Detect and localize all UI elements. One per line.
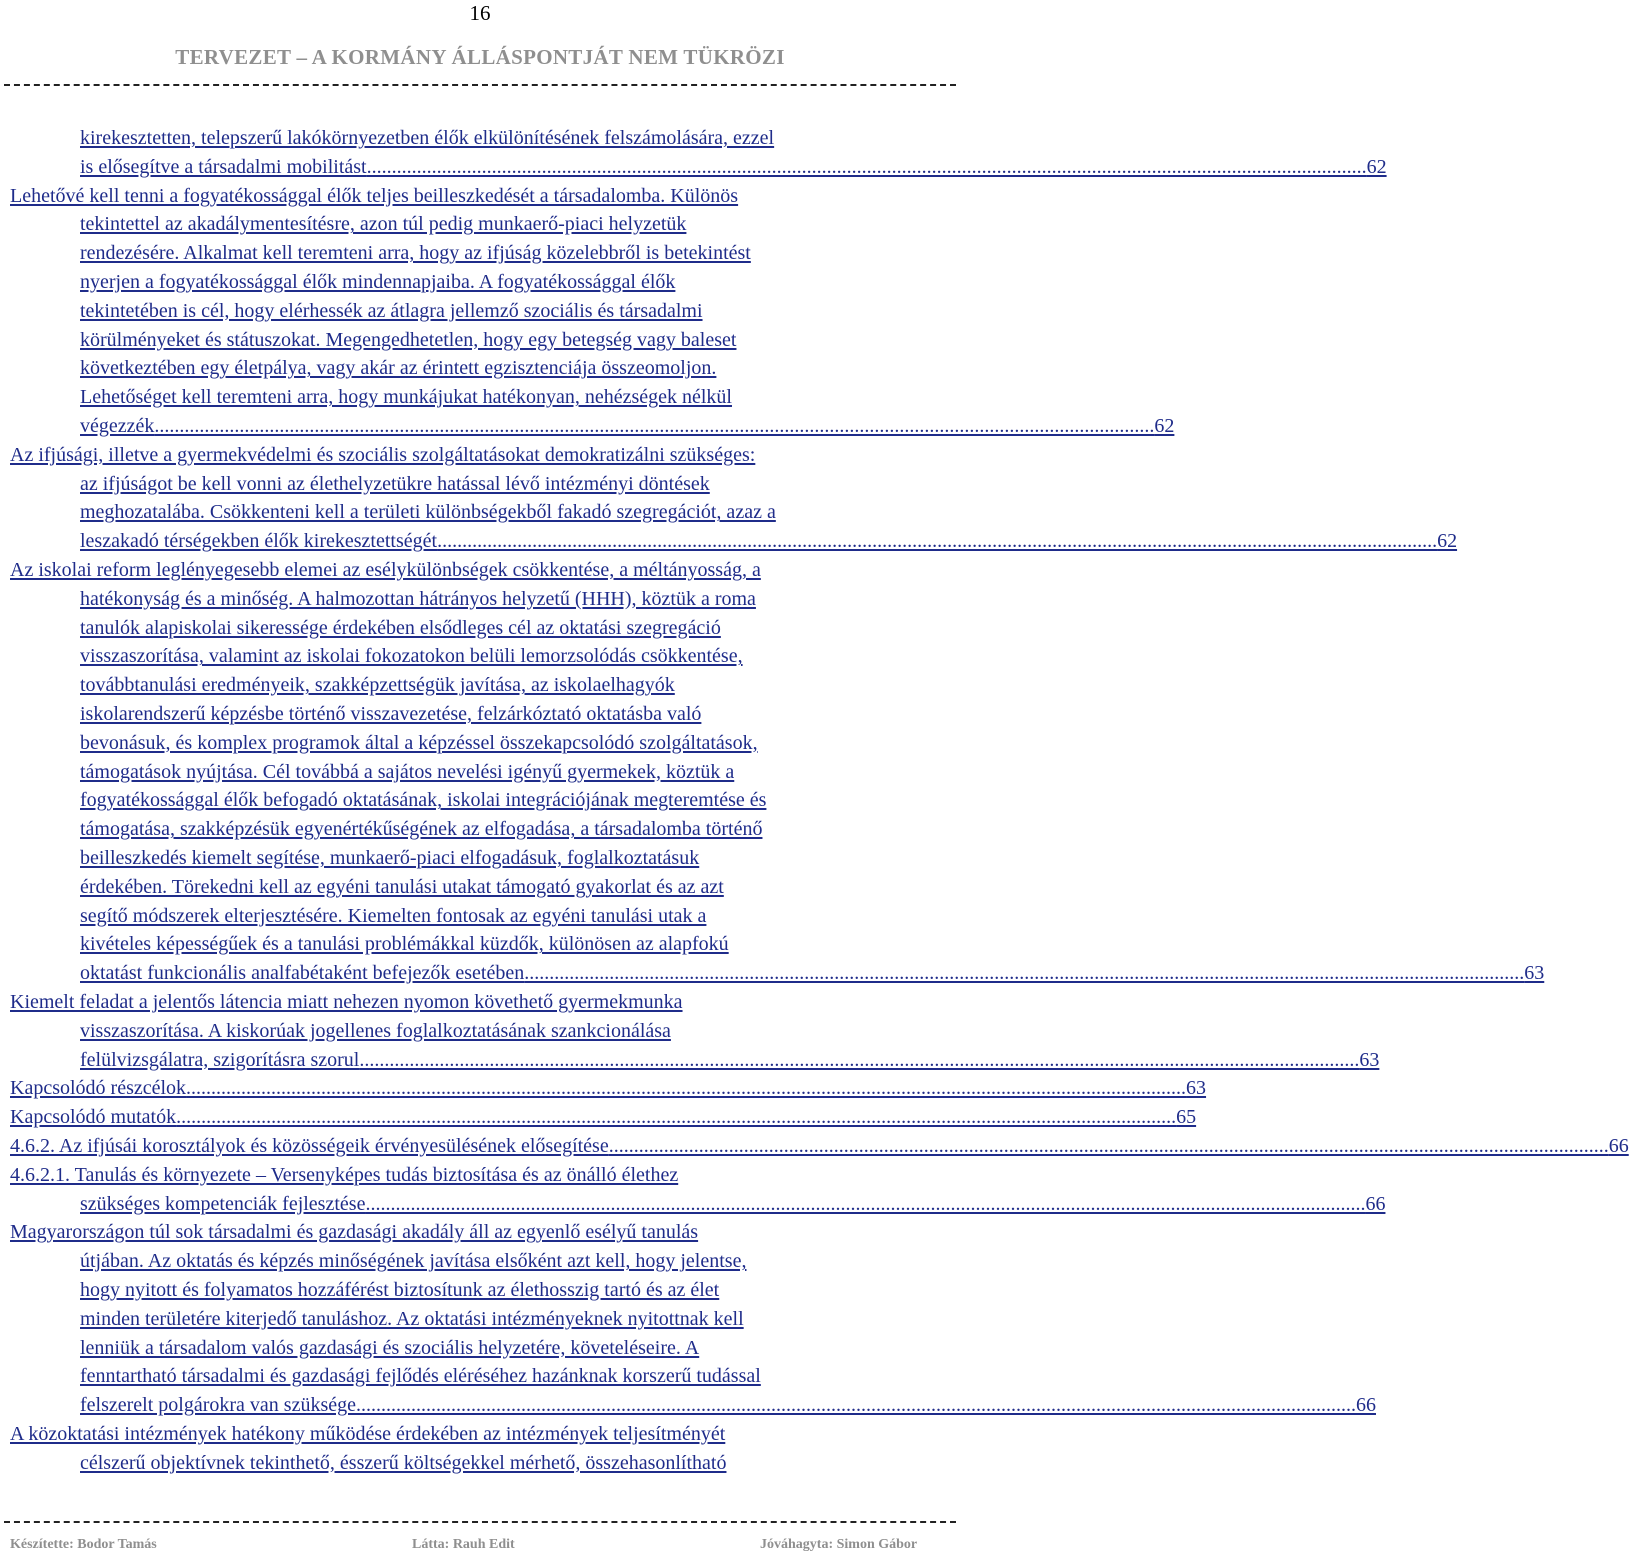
- toc-entry-text[interactable]: végezzék: [80, 415, 155, 437]
- toc-entry-text[interactable]: 4.6.2.1. Tanulás és környezete – Versenyképes tudás biztosítása és az önálló élethez: [10, 1163, 679, 1186]
- toc-line[interactable]: [0, 470, 960, 499]
- toc-entry-text[interactable]: Kapcsolódó mutatók: [10, 1106, 177, 1129]
- toc-line[interactable]: [0, 815, 960, 844]
- toc-line[interactable]: [0, 1218, 960, 1247]
- toc-entry-text[interactable]: oktatást funkcionális analfabétaként befejezők esetében: [80, 962, 525, 985]
- toc-line[interactable]: [0, 1449, 960, 1478]
- toc-line[interactable]: [0, 959, 1545, 988]
- toc-line[interactable]: [0, 729, 960, 758]
- toc-line[interactable]: [0, 844, 960, 873]
- toc-line[interactable]: [0, 556, 960, 585]
- page-number: 16: [469, 1, 491, 25]
- toc-entry-text[interactable]: Az iskolai reform leglényegesebb elemei az esélykülönbségek csökkentése, a méltányosság, a: [10, 559, 761, 581]
- toc-entry-text[interactable]: beilleszkedés kiemelt segítése, munkaerő-piaci elfogadásuk, foglalkoztatásuk: [80, 847, 700, 869]
- toc-entry-text[interactable]: tekintetében is cél, hogy elérhessék az átlagra jellemző szociális és társadalmi: [80, 299, 703, 322]
- toc-leader-dots: ........................................................................................................................................................................................................: [186, 1077, 1187, 1100]
- footer: [0, 1533, 960, 1557]
- toc-line[interactable]: [0, 153, 1387, 182]
- toc-entry-text[interactable]: hatékonyság és a minőség. A halmozottan hátrányos helyzetű (HHH), köztük a roma: [80, 587, 756, 610]
- toc-entry-text[interactable]: nyerjen a fogyatékossággal élők mindennapjaiba. A fogyatékossággal élők: [80, 271, 676, 293]
- toc-entry-text[interactable]: Kapcsolódó részcélok: [10, 1077, 187, 1100]
- toc-entry-text[interactable]: lenniük a társadalom valós gazdasági és szociális helyzetére, követeléseire. A: [80, 1336, 700, 1359]
- toc-entry-text[interactable]: visszaszorítása, valamint az iskolai fokozatokon belüli lemorzsolódás csökkentése,: [80, 645, 743, 668]
- toc-entry-text[interactable]: érdekében. Törekedni kell az egyéni tanulási utakat támogató gyakorlat és az azt: [80, 875, 724, 898]
- header-rule: [4, 84, 956, 86]
- toc-leader-dots: ........................................................................................................................................................................................................: [154, 415, 1155, 437]
- toc-line[interactable]: [0, 1074, 1207, 1103]
- toc-leader-dots: ........................................................................................................................................................................................................: [365, 1192, 1366, 1215]
- toc-line[interactable]: [0, 1334, 960, 1363]
- footer-approver: Jóváhagyta: Simon Gábor: [760, 1537, 918, 1552]
- toc-entry-text[interactable]: célszerű objektívnek tekinthető, ésszerű költségekkel mérhető, összehasonlítható: [80, 1451, 727, 1474]
- toc-page-number[interactable]: 62: [1437, 530, 1458, 553]
- toc-entry-text[interactable]: tekintettel az akadálymentesítésre, azon túl pedig munkaerő-piaci helyzetük: [80, 213, 687, 236]
- toc-leader-dots: ........................................................................................................................................................................................................: [359, 1048, 1360, 1071]
- footer-rule: [4, 1521, 956, 1523]
- toc-line[interactable]: [0, 297, 960, 326]
- toc-line[interactable]: [0, 1161, 960, 1190]
- footer-author: Készítette: Bodor Tamás: [10, 1537, 157, 1552]
- toc-entry-text[interactable]: kivételes képességűek és a tanulási problémákkal küzdők, különösen az alapfokú: [80, 933, 729, 956]
- toc-entry-text[interactable]: meghozatalába. Csökkenteni kell a területi különbségekből fakadó szegregációt, azaz a: [80, 501, 776, 524]
- toc-page-number[interactable]: 62: [1154, 415, 1175, 437]
- toc-leader-dots: ........................................................................................................................................................................................................: [176, 1106, 1177, 1129]
- toc-line[interactable]: [0, 614, 960, 643]
- toc-entry-text[interactable]: felszerelt polgárokra van szüksége: [80, 1394, 356, 1417]
- toc-entry-text[interactable]: bevonásuk, és komplex programok által a képzéssel összekapcsolódó szolgáltatások,: [80, 731, 758, 754]
- toc-page-number[interactable]: 62: [1366, 155, 1387, 178]
- toc-page-number[interactable]: 63: [1359, 1048, 1380, 1071]
- toc-entry-text[interactable]: szükséges kompetenciák fejlesztése: [80, 1192, 366, 1215]
- toc-line[interactable]: [0, 498, 960, 527]
- toc-line[interactable]: [0, 786, 960, 815]
- toc-line[interactable]: [0, 1103, 1197, 1132]
- toc-entry-text[interactable]: felülvizsgálatra, szigorításra szorul: [80, 1048, 360, 1071]
- toc-leader-dots: ........................................................................................................................................................................................................: [608, 1135, 1609, 1157]
- toc-entry-text[interactable]: körülményeket és státuszokat. Megengedhetetlen, hogy egy betegség vagy baleset: [80, 328, 737, 351]
- toc-line[interactable]: [0, 642, 960, 671]
- toc-line[interactable]: [0, 1190, 1386, 1219]
- toc-line[interactable]: [0, 873, 960, 902]
- toc-line[interactable]: [0, 1132, 1629, 1161]
- toc-line[interactable]: [0, 441, 960, 470]
- header-title: TERVEZET – A KORMÁNY ÁLLÁSPONTJÁT NEM TÜKRÖZI: [175, 45, 785, 69]
- toc-leader-dots: ........................................................................................................................................................................................................: [356, 1394, 1356, 1417]
- toc-entry-text[interactable]: minden területére kiterjedő tanuláshoz. Az oktatási intézményeknek nyitottnak kell: [80, 1307, 744, 1330]
- toc-entry-text[interactable]: fenntartható társadalmi és gazdasági fejlődés eléréséhez hazánknak korszerű tudással: [80, 1365, 761, 1388]
- toc-page-number[interactable]: 63: [1186, 1077, 1207, 1100]
- toc-line[interactable]: [0, 124, 960, 153]
- toc-page-number[interactable]: 66: [1356, 1394, 1376, 1417]
- toc-line[interactable]: [0, 930, 960, 959]
- toc-line[interactable]: [0, 585, 960, 614]
- toc-entry-text[interactable]: Lehetőséget kell teremteni arra, hogy munkájukat hatékonyan, nehézségek nélkül: [80, 386, 732, 409]
- toc-page-number[interactable]: 66: [1365, 1192, 1386, 1215]
- toc-leader-dots: ........................................................................................................................................................................................................: [437, 530, 1438, 553]
- toc-line[interactable]: [0, 700, 960, 729]
- toc-entry-text[interactable]: fogyatékossággal élők befogadó oktatásának, iskolai integrációjának megteremtése és: [80, 789, 767, 812]
- toc-page-number[interactable]: 63: [1524, 962, 1545, 985]
- toc-page-number[interactable]: 65: [1176, 1106, 1197, 1129]
- toc-entry-text[interactable]: A közoktatási intézmények hatékony működése érdekében az intézmények teljesítményét: [10, 1423, 726, 1445]
- toc-entry-text[interactable]: támogatások nyújtása. Cél továbbá a sajátos nevelési igényű gyermekek, köztük a: [80, 760, 735, 783]
- toc-line[interactable]: [0, 902, 960, 931]
- toc-entry-text[interactable]: kirekesztetten, telepszerű lakókörnyezetben élők elkülönítésének felszámolására, ezzel: [80, 127, 775, 149]
- toc-line[interactable]: [0, 758, 960, 787]
- toc-line[interactable]: [0, 383, 960, 412]
- toc-entry-text[interactable]: rendezésére. Alkalmat kell teremteni arra, hogy az ifjúság közelebbről is betekintést: [80, 242, 751, 265]
- toc-entry-text[interactable]: tanulók alapiskolai sikeressége érdekében elsődleges cél az oktatási szegregáció: [80, 616, 721, 639]
- toc-line[interactable]: [0, 354, 960, 383]
- toc-line[interactable]: [0, 527, 1458, 556]
- toc-entry-text[interactable]: útjában. Az oktatás és képzés minőségének javítása elsőként azt kell, hogy jelentse,: [80, 1250, 747, 1273]
- toc-entry-text[interactable]: Magyarországon túl sok társadalmi és gazdasági akadály áll az egyenlő esélyű tanulás: [10, 1221, 699, 1244]
- toc-page-number[interactable]: 66: [1608, 1135, 1629, 1157]
- toc-entry-text[interactable]: 4.6.2. Az ifjúsái korosztályok és közösségeik érvényesülésének elősegítése: [10, 1135, 609, 1157]
- toc-line[interactable]: [0, 326, 960, 355]
- toc-entry-text[interactable]: visszaszorítása. A kiskorúak jogellenes foglalkoztatásának szankcionálása: [80, 1019, 671, 1042]
- toc-entry-text[interactable]: továbbtanulási eredményeik, szakképzettségük javítása, az iskolaelhagyók: [80, 674, 675, 697]
- toc-line[interactable]: [0, 1391, 1376, 1420]
- toc-entry-text[interactable]: leszakadó térségekben élők kirekesztettségét: [80, 530, 438, 553]
- toc-line[interactable]: [0, 182, 960, 211]
- toc-line[interactable]: [0, 1276, 960, 1305]
- toc-line[interactable]: [0, 210, 960, 239]
- toc-entry-text[interactable]: következtében egy életpálya, vagy akár az érintett egzisztenciája összeomoljon.: [80, 357, 717, 380]
- toc-line[interactable]: [0, 988, 960, 1017]
- toc-line[interactable]: [0, 239, 960, 268]
- toc-leader-dots: ........................................................................................................................................................................................................: [524, 962, 1525, 985]
- toc-entry-text[interactable]: hogy nyitott és folyamatos hozzáférést biztosítunk az élethosszig tartó és az élet: [80, 1279, 720, 1301]
- toc-entry-text[interactable]: Az ifjúsági, illetve a gyermekvédelmi és szociális szolgáltatásokat demokratizálni szükséges:: [10, 443, 756, 466]
- toc-line[interactable]: [0, 1046, 1380, 1075]
- footer-reviewer: Látta: Rauh Edit: [412, 1537, 515, 1552]
- toc-entry-text[interactable]: Lehetővé kell tenni a fogyatékossággal élők teljes beilleszkedését a társadalomba. Különös: [10, 184, 739, 207]
- toc-entry-text[interactable]: az ifjúságot be kell vonni az élethelyzetükre hatással lévő intézményi döntések: [80, 472, 710, 495]
- toc-entry-text[interactable]: iskolarendszerű képzésbe történő visszavezetése, felzárkóztató oktatásba való: [80, 703, 702, 725]
- toc-entry-text[interactable]: is elősegítve a társadalmi mobilitást: [80, 155, 367, 178]
- toc-entry-text[interactable]: Kiemelt feladat a jelentős látencia miatt nehezen nyomon követhető gyermekmunka: [10, 991, 683, 1013]
- toc-line[interactable]: [0, 1362, 960, 1391]
- toc-line[interactable]: [0, 412, 1175, 441]
- toc-line[interactable]: [0, 671, 960, 700]
- toc-entry-text[interactable]: segítő módszerek elterjesztésére. Kiemelten fontosak az egyéni tanulási utak a: [80, 904, 707, 927]
- toc-line[interactable]: [0, 1420, 960, 1449]
- toc-entry-text[interactable]: támogatása, szakképzésük egyenértékűségének az elfogadása, a társadalomba történő: [80, 818, 763, 841]
- toc-line[interactable]: [0, 1017, 960, 1046]
- toc-line[interactable]: [0, 1305, 960, 1334]
- toc-leader-dots: ........................................................................................................................................................................................................: [366, 155, 1367, 178]
- toc-line[interactable]: [0, 1247, 960, 1276]
- toc-line[interactable]: [0, 268, 960, 297]
